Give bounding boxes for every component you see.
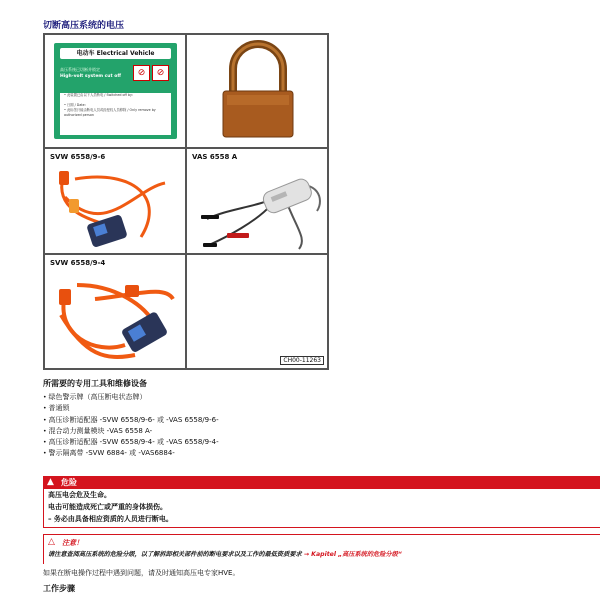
hv-adapter-icon <box>45 255 187 370</box>
tool-label: SVW 6558/9-4 <box>50 259 106 267</box>
danger-header <box>43 476 600 489</box>
figure-cell-empty <box>186 254 328 369</box>
list-item: • 高压诊断适配器 -SVW 6558/9-6- 或 -VAS 6558/9-6- <box>43 415 219 426</box>
hv-adapter-icon <box>45 149 187 255</box>
figure-code: CH00-11263 <box>280 356 324 365</box>
green-warning-sign <box>54 43 177 139</box>
warning-triangle-icon: ▲ <box>47 477 54 487</box>
sign-en-line: High-volt system cut off <box>60 74 121 79</box>
no-touch-icon: ⊘ <box>152 65 169 81</box>
figure-cell-padlock <box>186 34 328 148</box>
sign-cn-line: 高压系统已切断并锁定 <box>60 67 100 72</box>
danger-title: 危险 <box>61 478 77 487</box>
no-switch-icon: ⊘ <box>133 65 150 81</box>
sign-title: 电动车 Electrical Vehicle <box>60 48 171 59</box>
note-text <box>48 549 402 558</box>
danger-line: 高压电会危及生命。 <box>48 491 111 499</box>
list-item: • 混合动力测量模块 -VAS 6558 A- <box>43 426 219 437</box>
figure-cell-adapter-6 <box>44 148 186 254</box>
hazard-level-link[interactable]: → Kapitel „高压系统的危险分级“ <box>303 551 402 558</box>
list-item: • 高压诊断适配器 -SVW 6558/9-4- 或 -VAS 6558/9-4- <box>43 437 219 448</box>
prohibition-icons <box>133 65 169 81</box>
sign-line: • 此标签只能由断电人员或经授权人员移除 / Only remove by authorized person <box>64 108 156 117</box>
footer-note: 如果在断电操作过程中遇到问题，请及时通知高压电专家HVE。 <box>43 569 240 577</box>
tool-label: VAS 6558 A <box>192 153 238 161</box>
danger-body <box>43 489 600 528</box>
figure-cell-adapter-4 <box>44 254 186 369</box>
note-title: 注意！ <box>62 539 83 547</box>
sign-line: • 日期 / Date: <box>64 103 86 107</box>
figure-cell-sign <box>44 34 186 148</box>
tools-list <box>43 392 219 460</box>
danger-line: – 务必由具备相应资质的人员进行断电。 <box>48 515 173 523</box>
padlock-icon <box>187 35 329 149</box>
warning-triangle-icon: △ <box>48 537 55 547</box>
note-body: 请注意查阅高压系统的危险分级，以了解拆卸相关部件前的断电要求以及工作的最低资质要求 <box>48 551 304 558</box>
steps-heading: 工作步骤 <box>43 584 75 593</box>
danger-line: 电击可能造成死亡或严重的身体损伤。 <box>48 503 167 511</box>
figure-cell-vas6558a <box>186 148 328 254</box>
note-box <box>43 534 600 564</box>
tools-heading: 所需要的专用工具和维修设备 <box>43 379 147 388</box>
list-item: • 警示隔离带 -SVW 6884- 或 -VAS6884- <box>43 448 219 459</box>
list-item: • 绿色警示牌（高压断电状态牌） <box>43 392 219 403</box>
tools-figure <box>43 33 329 370</box>
measurement-module-icon <box>187 149 329 255</box>
list-item: • 普通锁 <box>43 403 219 414</box>
sign-info-box <box>60 93 171 135</box>
sign-line: • 此装置已由以下人员断电 / Switched off by: <box>64 93 133 97</box>
page-title: 切断高压系统的电压 <box>43 21 125 31</box>
tool-label: SVW 6558/9-6 <box>50 153 106 161</box>
